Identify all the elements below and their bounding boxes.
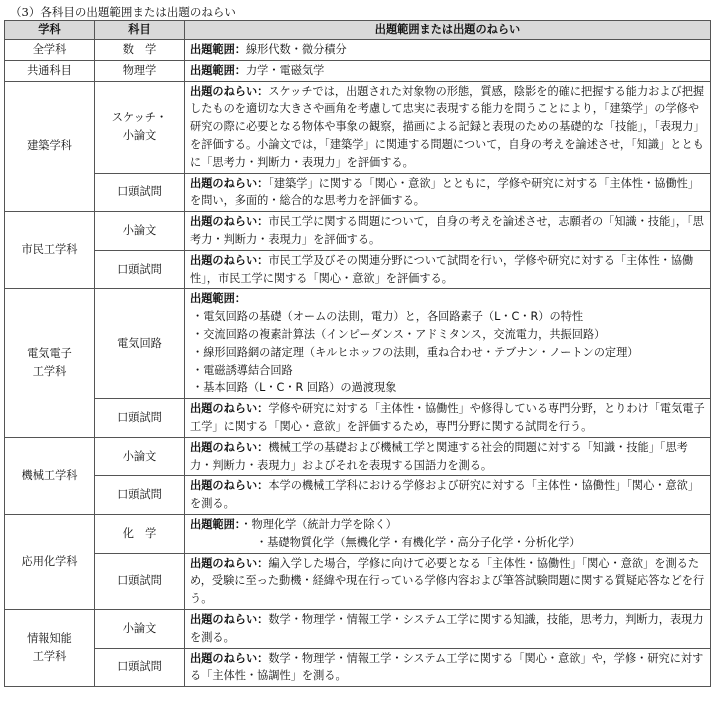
table-row: [5, 212, 711, 251]
content-cell-physics: [185, 60, 711, 81]
content-cell-circuit: [185, 289, 711, 399]
dept-cell-architecture: 建築学科: [5, 81, 95, 212]
exam-scope-table: [4, 20, 711, 687]
info-oral-text: 数学・物理学・情報工学・システム工学に関する「関心・意欲」や，学修・研究に対する「主体性・協調性」を測る。: [190, 651, 704, 683]
subject-cell-chem-oral: 口頭試問: [95, 553, 185, 609]
sketch-subject-line1: スケッチ・: [111, 111, 168, 125]
electrical-dept-line2: 工学科: [32, 365, 67, 379]
range-label: 出題範囲：: [190, 292, 246, 306]
aim-label: 出題のねらい：: [190, 479, 269, 493]
circuit-item-4: ・電磁誘導結合回路: [192, 363, 293, 377]
subject-cell-info-oral: 口頭試問: [95, 648, 185, 687]
info-dept-line2: 工学科: [32, 650, 67, 663]
aim-label: 出題のねらい：: [190, 176, 269, 190]
electrical-dept-line1: 電気電子: [27, 347, 72, 361]
sketch-text: スケッチでは，出題された対象物の形態，質感，陰影を的確に把握する能力および把握したものを適切な大きさや画角を考慮して忠実に表現する能力を問うことにより，「建築学」の学修や研究の際に必要となる物体や事象の観察，描画による記録と表現のための基礎的な「技能」，「表現力」を評価する。小論文では，「建築学」に関連する問題について，自身の考えを論述させ，「知識」とともに「思考力・判断力・表現力」を評価する。: [190, 84, 705, 169]
info-dept-line1: 情報知能: [27, 632, 72, 646]
circuit-item-5: ・基本回路（L・C・R 回路）の過渡現象: [192, 381, 397, 395]
physics-text: 力学・電磁気学: [245, 63, 325, 77]
content-cell-sketch: [185, 81, 711, 173]
content-cell-chem: [185, 514, 711, 553]
table-row: [5, 437, 711, 476]
table-row: [5, 289, 711, 399]
content-cell-elec-oral: [185, 399, 711, 438]
content-cell-civil-oral: [185, 250, 711, 289]
arch-oral-text: 「建築学」に関する「関心・意欲」とともに，学修や研究に対する「主体性・協働性」を問い，多面的・総合的な思考力を評価する。: [190, 176, 700, 208]
aim-label: 出題のねらい：: [190, 651, 269, 665]
header-content: 出題範囲または出題のねらい: [185, 21, 711, 40]
mech-essay-text: 機械工学の基礎および機械工学と関連する社会的問題に対する「知識・技能」「思考力・判断力・表現力」およびそれを表現する国語力を測る。: [190, 440, 688, 472]
subject-cell-physics: 物理学: [95, 60, 185, 81]
civil-oral-text: 市民工学及びその関連分野について試問を行い，学修や研究に対する「主体性・協働性」，市民工学に関する「関心・意欲」を評価する。: [190, 253, 694, 285]
dept-cell-common-1: 全学科: [5, 40, 95, 61]
aim-label: 出題のねらい：: [190, 253, 269, 267]
aim-label: 出題のねらい：: [190, 440, 269, 454]
elec-oral-text: 学修や研究に対する「主体性・協働性」や修得している専門分野，とりわけ「電気電子工学」に関する「関心・意欲」を評価するため，専門分野に関する試問を行う。: [190, 402, 705, 433]
content-cell-mech-essay: [185, 437, 711, 476]
content-cell-chem-oral: [185, 553, 711, 609]
content-cell-arch-oral: [185, 173, 711, 212]
mech-oral-text: 本学の機械工学科における学修および研究に対する「主体性・協働性」「関心・意欲」を測る。: [190, 479, 700, 511]
subject-cell-civil-essay: 小論文: [95, 212, 185, 251]
header-subject: 科目: [95, 21, 185, 40]
dept-cell-electrical: [5, 289, 95, 437]
subject-cell-info-essay: 小論文: [95, 609, 185, 648]
content-cell-info-oral: [185, 648, 711, 687]
table-row: [5, 250, 711, 289]
civil-essay-text: 市民工学に関する問題について，自身の考えを論述させ，志願者の「知識・技能」，「思考力・判断力・表現力」を評価する。: [190, 215, 704, 246]
subject-cell-mech-essay: 小論文: [95, 437, 185, 476]
content-cell-info-essay: [185, 609, 711, 648]
dept-cell-common-2: 共通科目: [5, 60, 95, 81]
subject-cell-chem: 化 学: [95, 514, 185, 553]
subject-cell-circuit: 電気回路: [95, 289, 185, 399]
aim-label: 出題のねらい：: [190, 84, 269, 98]
table-row: [5, 60, 711, 81]
content-cell-civil-essay: [185, 212, 711, 251]
dept-cell-mechanical: 機械工学科: [5, 437, 95, 514]
table-row: [5, 514, 711, 553]
table-row: [5, 476, 711, 515]
circuit-item-2: ・交流回路の複素計算法（インピーダンス・アドミタンス，交流電力，共振回路）: [192, 327, 606, 341]
aim-label: 出題のねらい：: [190, 612, 269, 626]
sketch-subject-line2: 小論文: [122, 129, 157, 143]
info-essay-text: 数学・物理学・情報工学・システム工学に関する知識，技能，思考力，判断力，表現力を測る。: [190, 612, 704, 644]
circuit-item-3: ・線形回路網の諸定理（キルヒホッフの法則，重ね合わせ・テブナン・ノートンの定理）: [192, 345, 639, 359]
range-label: 出題範囲：: [190, 43, 246, 56]
dept-cell-info: [5, 609, 95, 686]
range-label: 出題範囲：: [190, 63, 246, 77]
subject-cell-civil-oral: 口頭試問: [95, 250, 185, 289]
table-row: [5, 173, 711, 212]
table-row: [5, 553, 711, 609]
subject-cell-sketch: [95, 81, 185, 173]
circuit-item-1: ・電気回路の基礎（オームの法則，電力）と，各回路素子（L・C・R）の特性: [192, 310, 584, 324]
subject-cell-mech-oral: 口頭試問: [95, 476, 185, 515]
content-cell-math: [185, 40, 711, 61]
table-row: [5, 81, 711, 173]
table-row: [5, 399, 711, 438]
content-cell-mech-oral: [185, 476, 711, 515]
chem-oral-text: 編入学した場合，学修に向けて必要となる「主体性・協働性」「関心・意欲」を測るため，受験に至った動機・経緯や現在行っている学修内容および筆答試験問題に関する質疑応答などを行う。: [190, 556, 705, 606]
aim-label: 出題のねらい：: [190, 556, 269, 570]
chem-item-2: ・基礎物質化学（無機化学・有機化学・高分子化学・分析化学）: [256, 535, 581, 549]
subject-cell-math: 数 学: [95, 40, 185, 61]
table-header-row: [5, 21, 711, 40]
subject-cell-arch-oral: 口頭試問: [95, 173, 185, 212]
subject-cell-elec-oral: 口頭試問: [95, 399, 185, 438]
table-row: [5, 648, 711, 687]
header-dept: 学科: [5, 21, 95, 40]
aim-label: 出題のねらい：: [190, 215, 269, 229]
aim-label: 出題のねらい：: [190, 402, 269, 416]
dept-cell-chemistry: 応用化学科: [5, 514, 95, 609]
section-caption: （3）各科目の出題範囲または出題のねらい: [10, 5, 236, 19]
math-text: 線形代数・微分積分: [245, 43, 347, 56]
table-row: [5, 40, 711, 61]
dept-cell-civil: 市民工学科: [5, 212, 95, 289]
table-row: [5, 609, 711, 648]
chem-item-1: ・物理化学（統計力学を除く）: [240, 517, 397, 531]
range-label: 出題範囲：: [190, 517, 241, 531]
